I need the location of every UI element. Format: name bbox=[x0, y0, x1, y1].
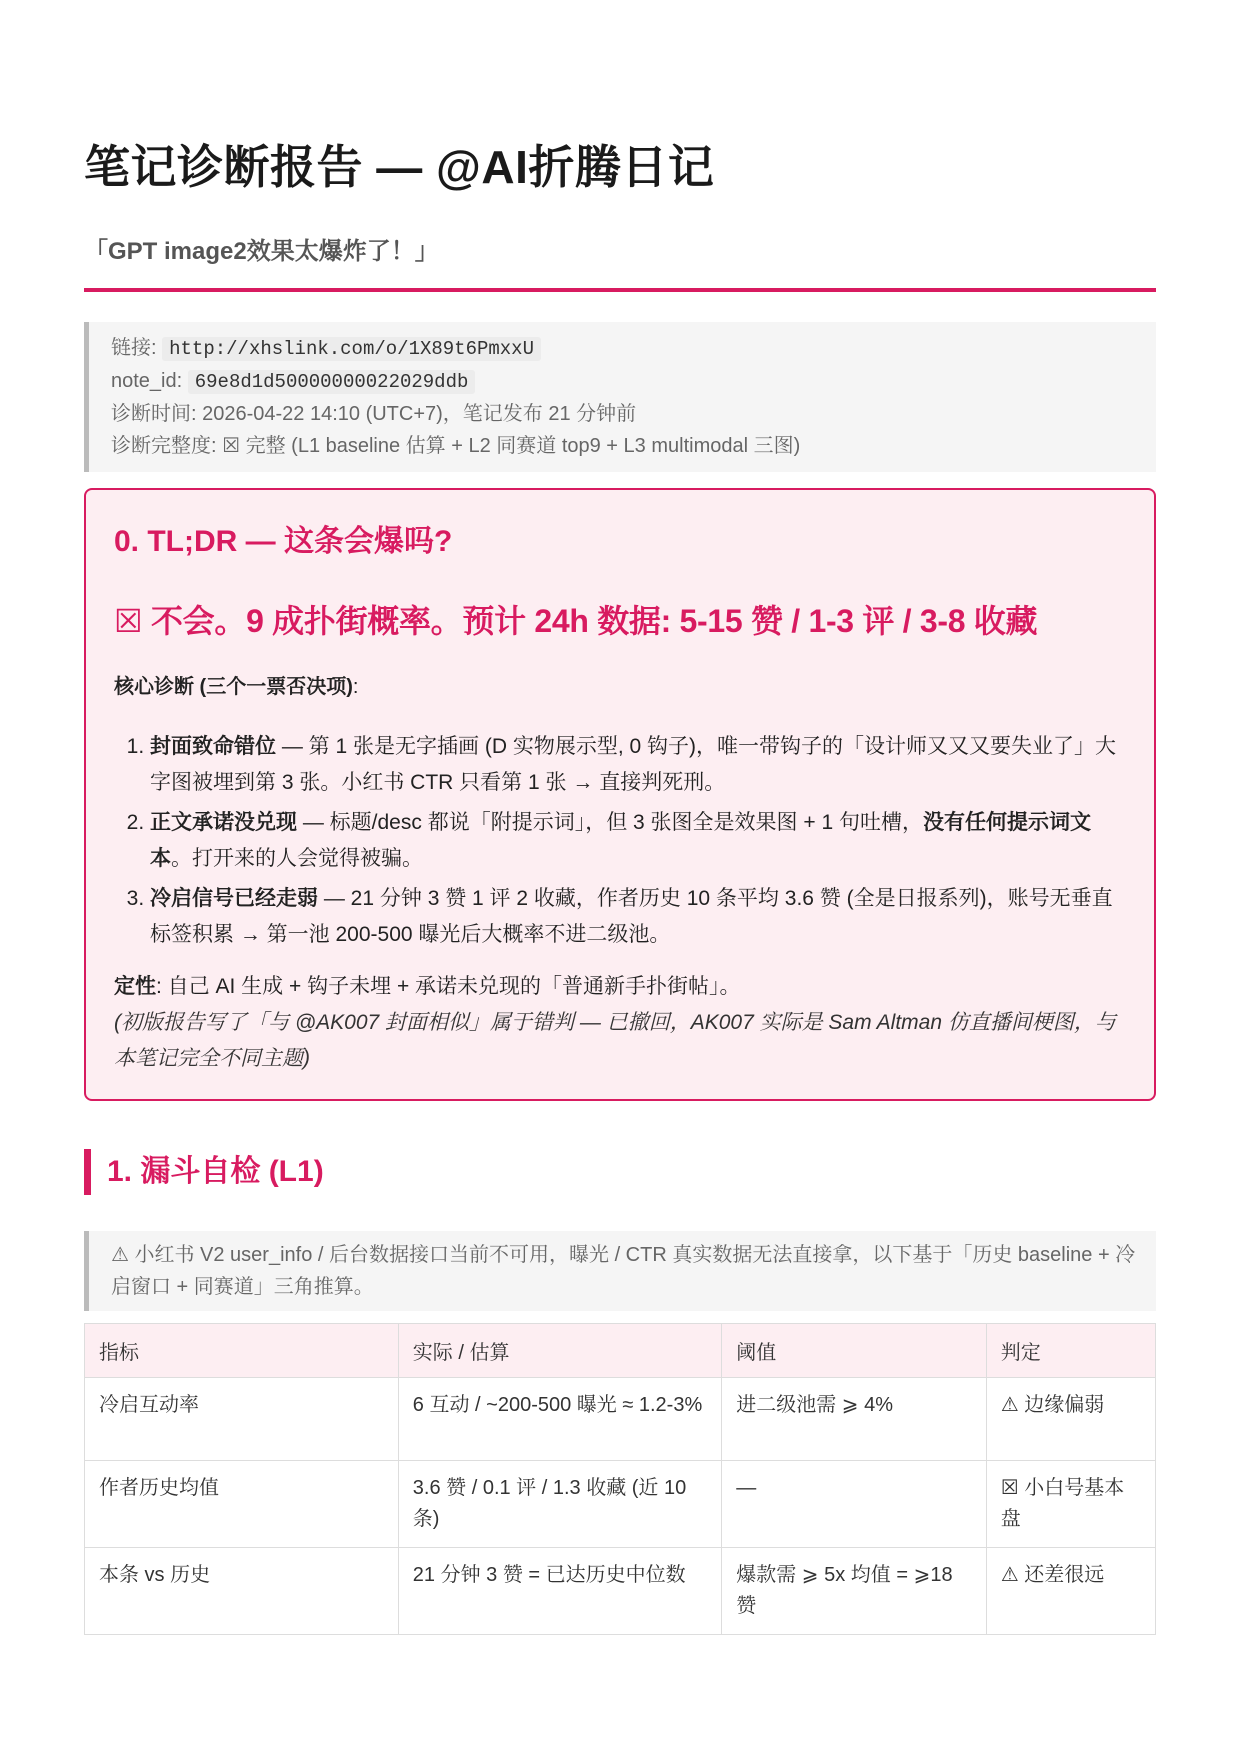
nature-line bbox=[114, 969, 1126, 1005]
table-cell: — bbox=[722, 1461, 987, 1548]
table-cell: 6 互动 / ~200-500 曝光 ≈ 1.2-3% bbox=[398, 1378, 721, 1461]
column-header: 判定 bbox=[986, 1324, 1155, 1378]
column-header: 指标 bbox=[85, 1324, 399, 1378]
diagnosis-item-emphasis: 没有任何提示词文本 bbox=[150, 811, 1091, 871]
table-cell: 21 分钟 3 赞 = 已达历史中位数 bbox=[398, 1548, 721, 1635]
diagnosis-item-title: 正文承诺没兑现 bbox=[150, 811, 297, 835]
diagnosis-list bbox=[114, 729, 1126, 953]
table-cell: 3.6 赞 / 0.1 评 / 1.3 收藏 (近 10 条) bbox=[398, 1461, 721, 1548]
column-header: 实际 / 估算 bbox=[398, 1324, 721, 1378]
tldr-verdict: ☒ 不会。9 成扑街概率。预计 24h 数据: 5-15 赞 / 1-3 评 / 3-8 收藏 bbox=[114, 603, 1038, 640]
table-cell: 本条 vs 历史 bbox=[85, 1548, 399, 1635]
table-cell: 冷启互动率 bbox=[85, 1378, 399, 1461]
funnel-table bbox=[84, 1323, 1156, 1635]
diagnosis-item-title: 冷启信号已经走弱 bbox=[150, 887, 318, 911]
page-subtitle: 「GPT image2效果太爆炸了！」 bbox=[84, 238, 439, 266]
meta-link-value[interactable]: http://xhslink.com/o/1X89t6PmxxU bbox=[162, 337, 541, 361]
page-title: 笔记诊断报告 — @AI折腾日记 bbox=[84, 141, 715, 193]
core-diagnosis-title: 核心诊断 (三个一票否决项) bbox=[114, 676, 353, 699]
diagnosis-item-text: — 21 分钟 3 赞 1 评 2 收藏，作者历史 10 条平均 3.6 赞 (全是日报系列)，账号无垂直标签积累 → 第一池 200-500 曝光后大概率不进二级池。 bbox=[150, 887, 1113, 947]
meta-block bbox=[84, 322, 1156, 472]
core-diagnosis-label: 核心诊断 (三个一票否决项): bbox=[114, 676, 359, 699]
meta-note-row bbox=[111, 365, 1136, 398]
nature-label: 定性 bbox=[114, 975, 156, 999]
meta-note-value: 69e8d1d50000000022029ddb bbox=[188, 370, 476, 394]
diagnosis-item bbox=[150, 881, 1126, 953]
meta-time-row: 诊断时间: 2026-04-22 14:10 (UTC+7)，笔记发布 21 分钟前 bbox=[111, 403, 637, 426]
nature-text: : 自己 AI 生成 + 钩子未埋 + 承诺未兑现的「普通新手扑街帖」。 bbox=[156, 975, 741, 999]
diagnosis-item-title: 封面致命错位 bbox=[150, 735, 276, 759]
table-row bbox=[85, 1461, 1156, 1548]
table-cell: 爆款需 ⩾ 5x 均值 = ⩾18 赞 bbox=[722, 1548, 987, 1635]
meta-link-label: 链接: bbox=[111, 337, 163, 360]
column-header: 阈值 bbox=[722, 1324, 987, 1378]
diagnosis-item-text: — 第 1 张是无字插画 (D 实物展示型, 0 钩子)，唯一带钩子的「设计师又又又要失业了」大字图被埋到第 3 张。小红书 CTR 只看第 1 张 → 直接判死刑。 bbox=[150, 735, 1117, 795]
diagnosis-item-text: — 标题/desc 都说「附提示词」，但 3 张图全是效果图 + 1 句吐槽， bbox=[297, 811, 923, 835]
table-cell: ⚠ 边缘偏弱 bbox=[986, 1378, 1155, 1461]
section-heading-funnel: 1. 漏斗自检 (L1) bbox=[84, 1149, 1156, 1195]
diagnosis-item bbox=[150, 729, 1126, 801]
tldr-box bbox=[84, 488, 1156, 1101]
tldr-heading: 0. TL;DR — 这条会爆吗? bbox=[114, 525, 453, 559]
meta-link-row bbox=[111, 332, 1136, 365]
meta-note-label: note_id: bbox=[111, 370, 188, 393]
diagnosis-item bbox=[150, 805, 1126, 877]
table-cell: 作者历史均值 bbox=[85, 1461, 399, 1548]
table-row bbox=[85, 1548, 1156, 1635]
diagnosis-item-tail: 。打开来的人会觉得被骗。 bbox=[171, 847, 423, 871]
title-divider bbox=[84, 288, 1156, 292]
meta-completeness-row: 诊断完整度: ☒ 完整 (L1 baseline 估算 + L2 同赛道 top9 + L3 multimodal 三图) bbox=[111, 435, 801, 458]
warning-callout: ⚠ 小红书 V2 user_info / 后台数据接口当前不可用，曝光 / CTR 真实数据无法直接拿，以下基于「历史 baseline + 冷启窗口 + 同赛道」三角推算。 bbox=[84, 1231, 1156, 1311]
retraction-note: (初版报告写了「与 @AK007 封面相似」属于错判 — 已撤回，AK007 实际是 Sam Altman 仿直播间梗图，与本笔记完全不同主题) bbox=[114, 1011, 1116, 1071]
table-cell: 进二级池需 ⩾ 4% bbox=[722, 1378, 987, 1461]
table-header-row bbox=[85, 1324, 1156, 1378]
table-cell: ☒ 小白号基本盘 bbox=[986, 1461, 1155, 1548]
table-cell: ⚠ 还差很远 bbox=[986, 1548, 1155, 1635]
table-row bbox=[85, 1378, 1156, 1461]
